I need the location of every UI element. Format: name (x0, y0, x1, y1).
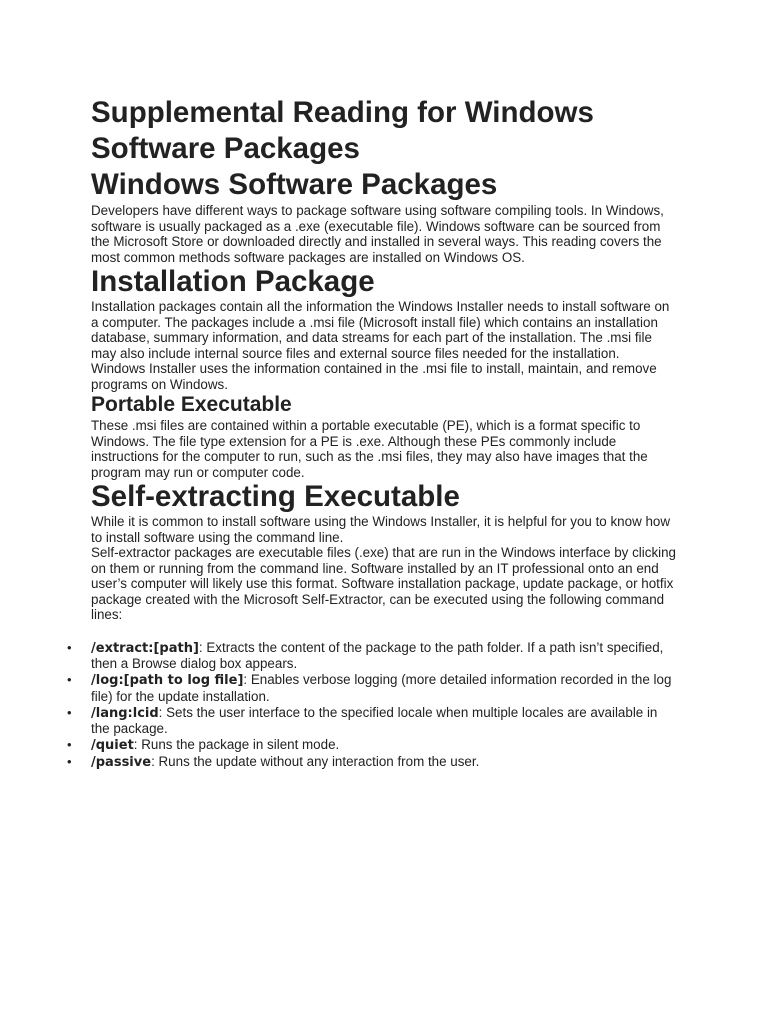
command-description: : Runs the update without any interaction from the user. (151, 754, 480, 770)
bullet-icon: • (67, 754, 72, 770)
bullet-icon: • (67, 639, 72, 655)
list-item (67, 639, 677, 673)
self-extracting-heading: Self-extracting Executable (91, 480, 460, 513)
intro-paragraph: Developers have different ways to package software using software compiling tools. In Windows, software is usually packaged as a .exe (executable file). Windows software can be sourced from the Microsoft Store or downloaded directly and installed in several ways. This reading covers the most common methods software packages are installed on Windows OS. (91, 203, 664, 265)
command-flag: /extract:[path] (91, 640, 199, 656)
command-flag: /lang:lcid (91, 705, 159, 721)
command-line-options-list (67, 639, 677, 771)
self-extracting-paragraph-2: Self-extractor packages are executable files (.exe) that are run in the Windows interface by clicking on them or running from the command line. Software installed by an IT professional onto an end user’s computer will likely use this format. Software installation package, update package, or hotfix package created with the Microsoft Self-Extractor, can be executed using the following command lines: (91, 545, 677, 622)
portable-executable-heading: Portable Executable (91, 393, 292, 416)
document-title (91, 95, 677, 203)
command-flag: /passive (91, 755, 152, 771)
command-description: : Extracts the content of the package to the path folder. If a path isn’t specified, then a Browse dialog box appears. (91, 639, 664, 672)
document-content (67, 95, 677, 771)
title-line-1: Supplemental Reading for Windows (91, 96, 594, 129)
command-description: : Runs the package in silent mode. (133, 737, 340, 753)
command-description: : Sets the user interface to the specified locale when multiple locales are available in the package. (91, 704, 658, 737)
bullet-icon: • (67, 672, 72, 688)
bullet-icon: • (67, 737, 72, 753)
list-item (67, 672, 677, 705)
command-flag: /quiet (91, 738, 134, 754)
list-item (67, 704, 677, 738)
title-line-2: Software Packages (91, 132, 360, 165)
installation-package-heading: Installation Package (91, 265, 375, 298)
title-line-3: Windows Software Packages (91, 168, 498, 201)
portable-executable-paragraph: These .msi files are contained within a portable executable (PE), which is a format specific to Windows. The file type extension for a PE is .exe. Although these PEs commonly include instructions for the computer to run, such as the .msi files, they may also have images that the program may run or computer code. (91, 418, 648, 480)
list-item (67, 754, 677, 771)
command-flag: /log:[path to log file] (91, 673, 244, 689)
installation-package-paragraph: Installation packages contain all the information the Windows Installer needs to install software on a computer. The packages include a .msi file (Microsoft install file) which contains an installation database, summary information, and data streams for each part of the installation. The .msi file may also include internal source files and external source files needed for the installation. Windows Installer uses the information contained in the .msi file to install, maintain, and remove programs on Windows. (91, 299, 670, 392)
self-extracting-paragraph-1: While it is common to install software using the Windows Installer, it is helpful for you to know how to install software using the command line. (91, 514, 671, 545)
bullet-icon: • (67, 704, 72, 720)
list-item (67, 737, 677, 754)
command-description: : Enables verbose logging (more detailed information recorded in the log file) for the update installation. (91, 672, 672, 704)
